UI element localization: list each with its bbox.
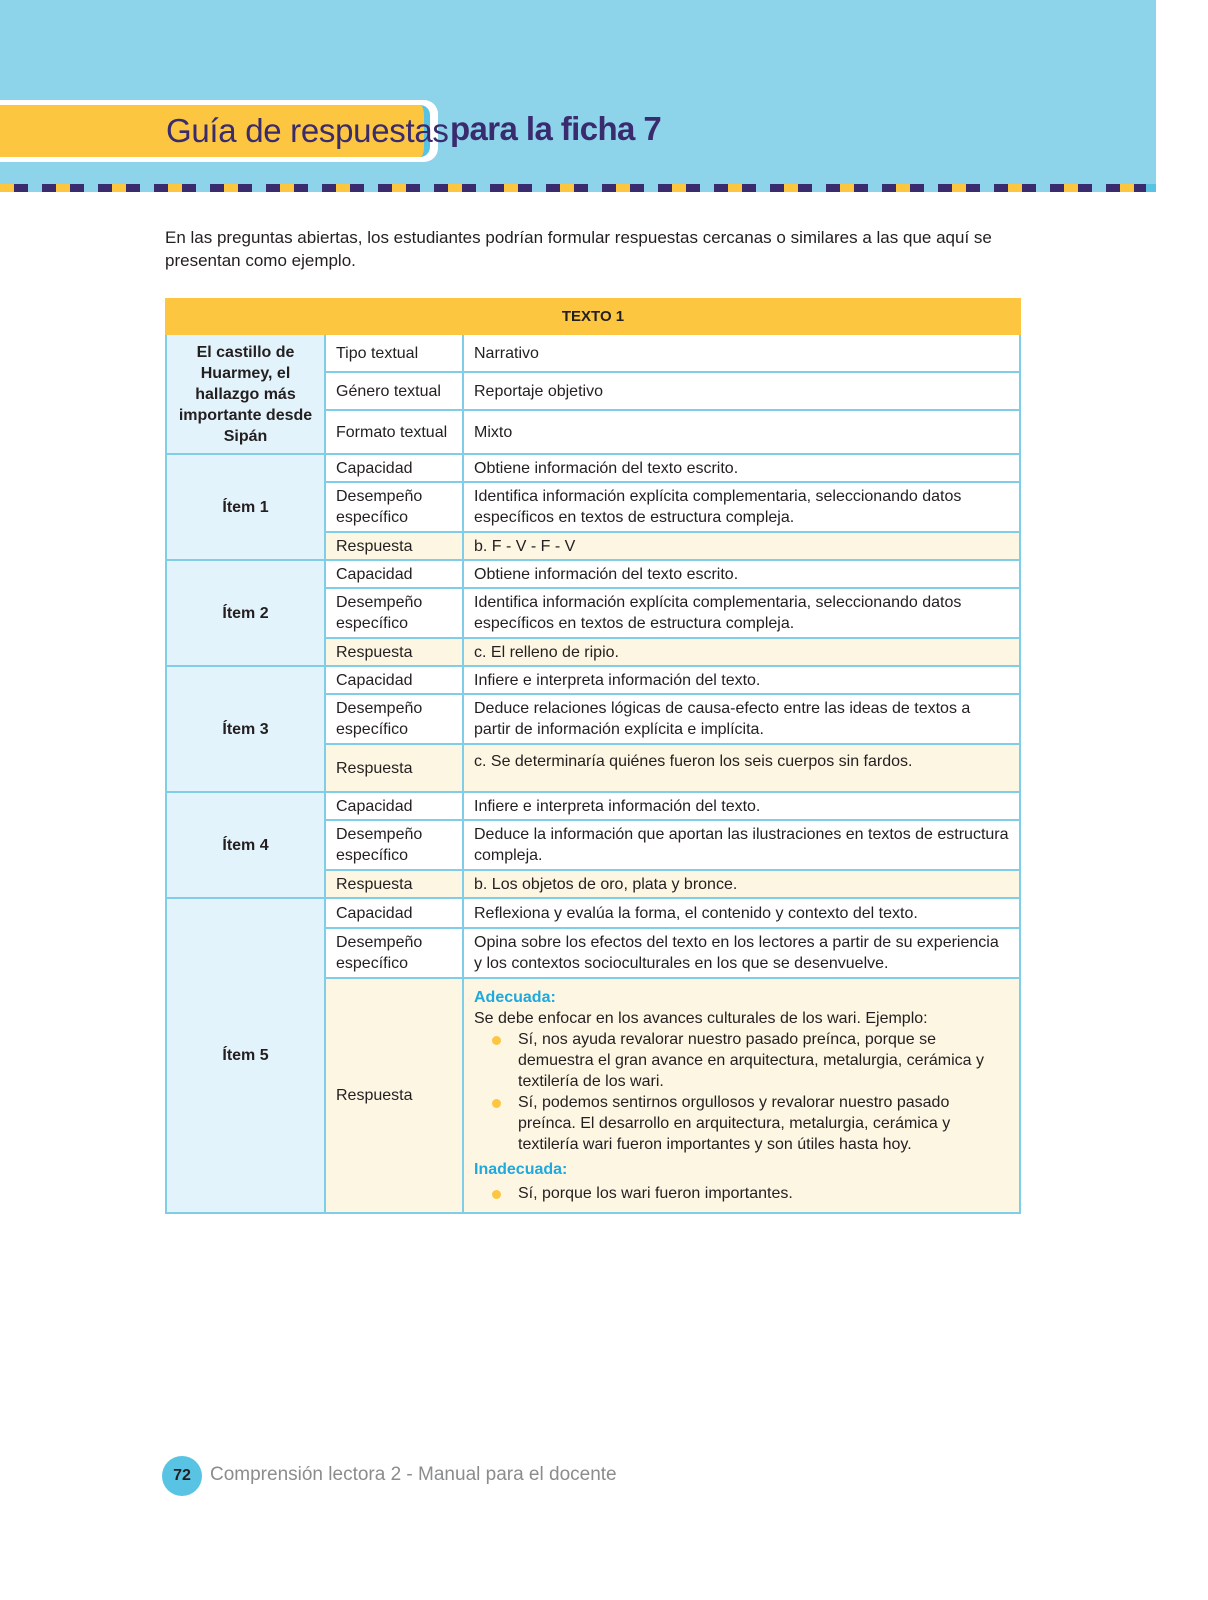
row-label-desempeno: Desempeño específico [325, 694, 463, 744]
row-label-desempeno: Desempeño específico [325, 820, 463, 870]
list-item [500, 1092, 1009, 1155]
desempeno-value: Deduce la información que aportan las ilustraciones en textos de estructura compleja. [463, 820, 1020, 870]
meta-value: Mixto [463, 410, 1020, 454]
meta-label: Tipo textual [325, 334, 463, 372]
respuesta-value: b. Los objetos de oro, plata y bronce. [463, 870, 1020, 898]
intro-paragraph: En las preguntas abiertas, los estudiantes podrían formular respuestas cercanas o similares a las que aquí se presentan como ejemplo. [165, 228, 992, 270]
row-label-respuesta: Respuesta [325, 870, 463, 898]
decorative-stripe-end [1146, 184, 1156, 192]
table-row [166, 334, 1020, 372]
meta-label: Género textual [325, 372, 463, 410]
bullet-text: Sí, porque los wari fueron importantes. [518, 1185, 793, 1202]
inadecuada-label: Inadecuada: [474, 1161, 568, 1178]
inadecuada-list [474, 1183, 1009, 1204]
respuesta-value: c. Se determinaría quiénes fueron los seis cuerpos sin fardos. [463, 744, 1020, 792]
desempeno-value: Opina sobre los efectos del texto en los lectores a partir de su experiencia y los contextos socioculturales en los que se desenvuelve. [463, 928, 1020, 978]
row-label-desempeno: Desempeño específico [325, 482, 463, 532]
desempeno-value: Deduce relaciones lógicas de causa-efecto entre las ideas de textos a partir de información explícita e implícita. [463, 694, 1020, 744]
meta-value: Reportaje objetivo [463, 372, 1020, 410]
adecuada-intro: Se debe enfocar en los avances culturales de los wari. Ejemplo: [474, 1010, 928, 1027]
table-row [166, 792, 1020, 820]
row-label-desempeno: Desempeño específico [325, 588, 463, 638]
adecuada-label: Adecuada: [474, 989, 556, 1006]
row-label-respuesta: Respuesta [325, 744, 463, 792]
desempeno-value: Identifica información explícita complementaria, seleccionando datos específicos en textos de estructura compleja. [463, 588, 1020, 638]
capacidad-value: Infiere e interpreta información del texto. [463, 666, 1020, 694]
row-label-capacidad: Capacidad [325, 666, 463, 694]
desempeno-value: Identifica información explícita complementaria, seleccionando datos específicos en textos de estructura compleja. [463, 482, 1020, 532]
table-row [166, 560, 1020, 588]
meta-value: Narrativo [463, 334, 1020, 372]
row-label-respuesta: Respuesta [325, 978, 463, 1213]
table-row [166, 666, 1020, 694]
item-label: Ítem 2 [166, 560, 325, 666]
item-label: Ítem 1 [166, 454, 325, 560]
table-heading: TEXTO 1 [166, 299, 1020, 334]
answer-guide-table [165, 298, 1021, 1214]
bullet-dot-icon [492, 1099, 501, 1108]
respuesta-detail [463, 978, 1020, 1213]
row-label-respuesta: Respuesta [325, 532, 463, 560]
row-label-desempeno: Desempeño específico [325, 928, 463, 978]
book-title: Comprensión lectora 2 - Manual para el docente [210, 1464, 617, 1485]
row-label-capacidad: Capacidad [325, 792, 463, 820]
decorative-stripe [0, 184, 1156, 192]
bullet-text: Sí, podemos sentirnos orgullosos y revalorar nuestro pasado preínca. El desarrollo en arquitectura, metalurgia, cerámica y textilería wari fueron importantes y son útiles hasta hoy. [518, 1094, 951, 1153]
item-label: Ítem 5 [166, 898, 325, 1213]
text-title-cell: El castillo de Huarmey, el hallazgo más importante desde Sipán [166, 334, 325, 454]
table-row [166, 454, 1020, 482]
capacidad-value: Obtiene información del texto escrito. [463, 454, 1020, 482]
respuesta-value: b. F - V - F - V [463, 532, 1020, 560]
capacidad-value: Infiere e interpreta información del texto. [463, 792, 1020, 820]
row-label-respuesta: Respuesta [325, 638, 463, 666]
respuesta-value: c. El relleno de ripio. [463, 638, 1020, 666]
bullet-text: Sí, nos ayuda revalorar nuestro pasado preínca, porque se demuestra el gran avance en arquitectura, metalurgia, cerámica y textilería de los wari. [518, 1031, 985, 1090]
table-row [166, 898, 1020, 928]
page-title: Guía de respuestas [166, 112, 449, 149]
list-item [500, 1029, 1009, 1092]
bullet-dot-icon [492, 1036, 501, 1045]
page-subtitle: para la ficha 7 [450, 110, 662, 147]
list-item [500, 1183, 1009, 1204]
capacidad-value: Obtiene información del texto escrito. [463, 560, 1020, 588]
capacidad-value: Reflexiona y evalúa la forma, el contenido y contexto del texto. [463, 898, 1020, 928]
row-label-capacidad: Capacidad [325, 454, 463, 482]
page-number: 72 [162, 1456, 202, 1496]
item-label: Ítem 3 [166, 666, 325, 792]
meta-label: Formato textual [325, 410, 463, 454]
item-label: Ítem 4 [166, 792, 325, 898]
row-label-capacidad: Capacidad [325, 898, 463, 928]
adecuada-list [474, 1029, 1009, 1155]
row-label-capacidad: Capacidad [325, 560, 463, 588]
bullet-dot-icon [492, 1190, 501, 1199]
